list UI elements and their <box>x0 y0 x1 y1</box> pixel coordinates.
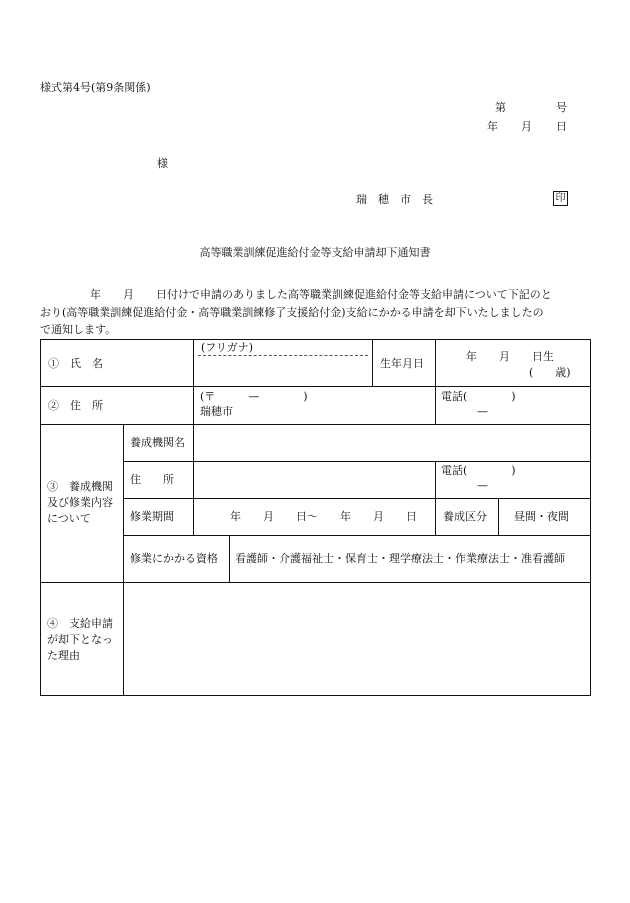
reason-label-3: た理由 <box>47 649 80 662</box>
city-name: 瑞穂市 <box>200 405 233 418</box>
address-phone-sep: — <box>477 405 488 418</box>
issuer: 瑞 穂 市 長 <box>356 193 433 206</box>
qualification-label: 修業にかかる資格 <box>130 552 218 565</box>
date-year: 年 <box>487 120 498 133</box>
birth-date-format: 年 月 日生 <box>466 350 554 363</box>
seal-mark: 印 <box>553 191 568 206</box>
body-line-2: おり(高等職業訓練促進給付金・高等職業訓練修了支援給付金)支給にかかる申請を却下いたしましたの <box>40 306 544 319</box>
category-label: 養成区分 <box>443 510 487 523</box>
address-phone: 電話( ) <box>441 390 516 403</box>
body-line-3: で通知します。 <box>40 323 117 336</box>
period-label: 修業期間 <box>130 510 174 523</box>
number-dai: 第 <box>495 101 506 114</box>
number-go: 号 <box>556 101 567 114</box>
body-line-1: 年 月 日付けで申請のありました高等職業訓練促進給付金等支給申請について下記のと <box>90 288 552 301</box>
age-format: ( 歳) <box>529 366 571 379</box>
training-label-2: 及び修業内容 <box>47 496 113 509</box>
training-label-1: ③ 養成機関 <box>47 480 113 493</box>
document-title: 高等職業訓練促進給付金等支給申請却下通知書 <box>199 246 431 259</box>
name-label: ① 氏 名 <box>48 357 103 370</box>
furigana-label: (フリガナ) <box>201 341 254 354</box>
date-day: 日 <box>556 120 567 133</box>
institution-phone-sep: — <box>477 479 488 492</box>
form-id: 様式第4号(第9条関係) <box>40 81 151 94</box>
institution-phone: 電話( ) <box>441 464 516 477</box>
birth-label: 生年月日 <box>380 357 424 370</box>
reason-label-2: が却下となっ <box>47 633 113 646</box>
category-value: 昼間・夜間 <box>514 510 569 523</box>
postal-code: (〒 — ) <box>200 390 308 403</box>
reason-label-1: ④ 支給申請 <box>47 617 113 630</box>
institution-label: 養成機関名 <box>130 436 185 449</box>
institution-address-label: 住 所 <box>130 473 174 486</box>
qualification-value: 看護師・介護福祉士・保育士・理学療法士・作業療法士・准看護師 <box>235 552 565 565</box>
training-label-3: について <box>47 512 91 525</box>
period-format: 年 月 日〜 年 月 日 <box>230 510 417 523</box>
date-month: 月 <box>521 120 532 133</box>
address-label: ② 住 所 <box>48 399 103 412</box>
addressee-suffix: 様 <box>157 157 168 170</box>
